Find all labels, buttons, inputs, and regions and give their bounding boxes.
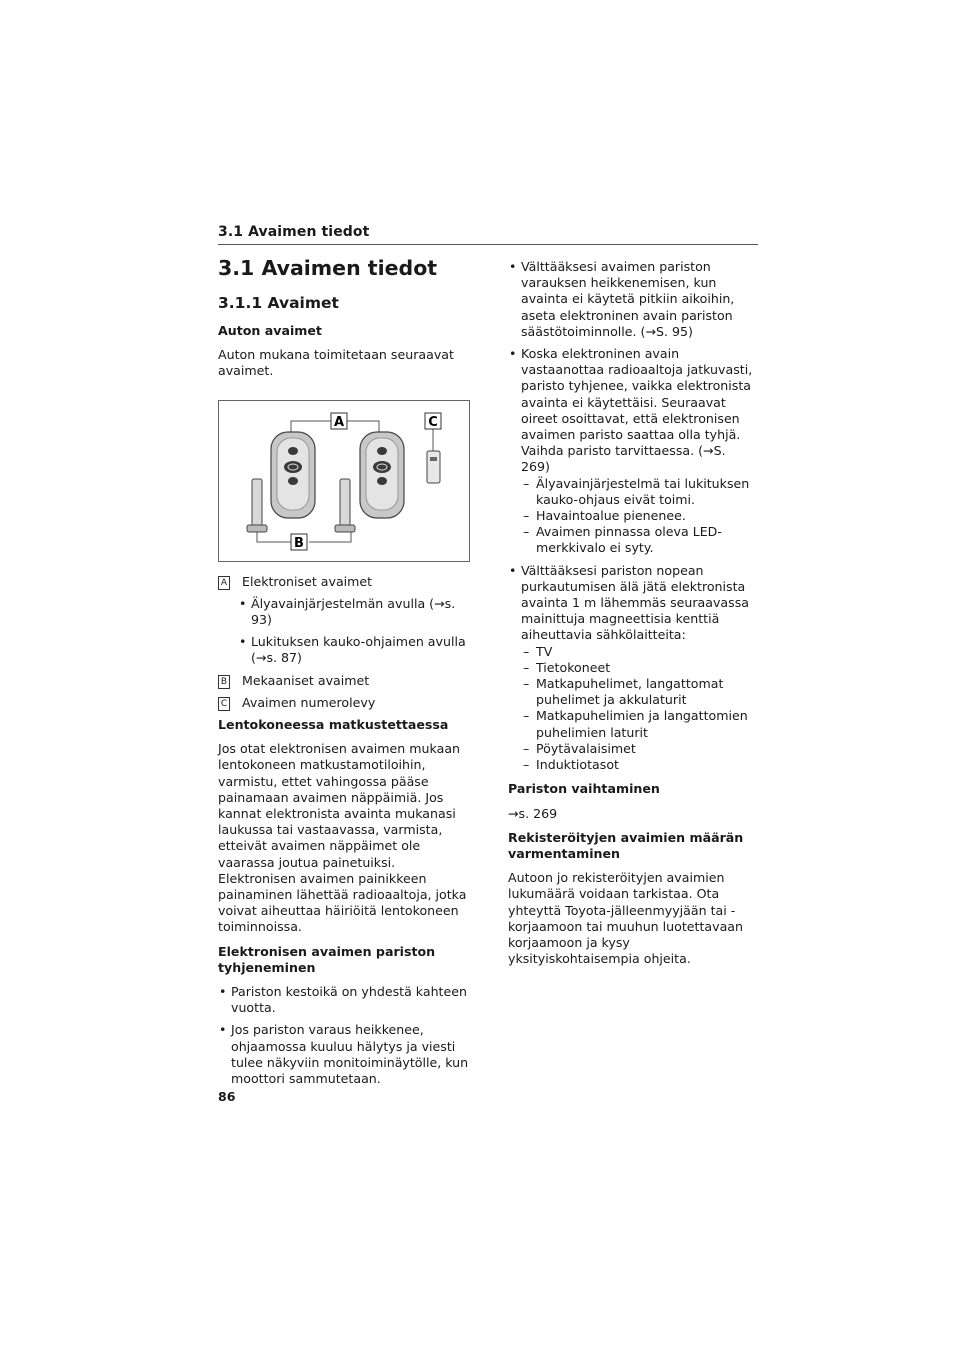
paristo-item-2: • Jos pariston varaus heikkenee, ohjaamossa kuuluu hälytys ja viesti tulee näkyviin monitoiminäytölle, kun moottori sammutetaan. xyxy=(218,1022,472,1087)
rekisteroidyt-heading: Rekisteröityjen avaimien määrän varmentaminen xyxy=(508,829,744,861)
section-title: 3.1 Avaimen tiedot xyxy=(218,256,438,280)
legend-a-item-2: • Lukituksen kauko-ohjaimen avulla (→s. 87) xyxy=(238,634,472,666)
figure-label-c: C xyxy=(428,414,438,430)
auton-avaimet-text: Auton mukana toimitetaan seuraavat avaimet. xyxy=(218,347,454,379)
bullet3-dash-5: – Pöytävalaisimet xyxy=(508,741,758,757)
legend-b xyxy=(218,673,472,689)
legend-a-key: A xyxy=(218,576,230,590)
keys-illustration xyxy=(219,401,469,561)
auton-avaimet-heading: Auton avaimet xyxy=(218,323,322,338)
header-rule xyxy=(218,244,758,245)
pariston-vaihtaminen-heading: Pariston vaihtaminen xyxy=(508,781,660,797)
legend-c-text: Avaimen numerolevy xyxy=(242,694,376,710)
figure-label-b: B xyxy=(294,535,304,551)
paristo-item-1: • Pariston kestoikä on yhdestä kahteen vuotta. xyxy=(218,984,472,1016)
bullet3-dash-1: – TV xyxy=(508,644,758,660)
keys-figure xyxy=(218,400,470,562)
bullet2-dash-2: – Havaintoalue pienenee. xyxy=(508,508,758,524)
bullet3-dash-3: – Matkapuhelimet, langattomat puhelimet ja akkulaturit xyxy=(508,676,758,708)
legend-b-text: Mekaaniset avaimet xyxy=(242,672,370,688)
right-bullet-2: • Koska elektroninen avain vastaanottaa radioaaltoja jatkuvasti, paristo tyhjenee, vaikka elektronista avainta ei käytettäisi. Seuraavat oireet osoittavat, että elektronisen avaimen paristo saattaa olla tyhjä. Vaihda paristo tarvittaessa. (→S. 269) xyxy=(508,346,758,476)
legend-a-item-1: • Älyavainjärjestelmän avulla (→s. 93) xyxy=(238,596,472,628)
bullet3-dash-4: – Matkapuhelimien ja langattomien puhelimien laturit xyxy=(508,708,758,740)
figure-label-a: A xyxy=(333,414,345,430)
legend-b-key: B xyxy=(218,675,230,689)
legend-a-text: Elektroniset avaimet xyxy=(242,573,373,589)
paristo-heading: Elektronisen avaimen pariston tyhjeneminen xyxy=(218,943,436,975)
right-bullet-1: • Välttääksesi avaimen pariston varauksen heikkenemisen, kun avainta ei käytetä pitkiin aikoihin, aseta elektroninen avain pariston säästötoiminnolle. (→S. 95) xyxy=(508,259,758,340)
right-bullet-3: • Välttääksesi pariston nopean purkautumisen älä jätä elektronista avainta 1 m lähemmäs seuraavassa mainittuja magneettisia kenttiä aiheuttavia sähkölaitteita: xyxy=(508,563,758,644)
legend-c-key: C xyxy=(218,697,230,711)
running-header xyxy=(218,224,758,245)
bullet2-dash-3: – Avaimen pinnassa oleva LED-merkkivalo ei syty. xyxy=(508,524,758,556)
left-column xyxy=(218,255,472,1093)
legend-c xyxy=(218,695,472,711)
right-column xyxy=(508,259,758,975)
pariston-vaihtaminen-ref: →s. 269 xyxy=(508,805,558,821)
bullet2-dash-1: – Älyavainjärjestelmä tai lukituksen kauko-ohjaus eivät toimi. xyxy=(508,476,758,508)
rekisteroidyt-text: Autoon jo rekisteröityjen avaimien lukumäärä voidaan tarkistaa. Ota yhteyttä Toyota-jälleenmyyjään tai -korjaamoon tai muuhun luotettavaan korjaamoon ja kysy yksityiskohtaisempia ohjeita. xyxy=(508,870,743,967)
bullet3-dash-6: – Induktiotasot xyxy=(508,757,758,773)
legend-a xyxy=(218,574,472,590)
bullet3-dash-2: – Tietokoneet xyxy=(508,660,758,676)
lentokone-text: Jos otat elektronisen avaimen mukaan lentokoneen matkustamotiloihin, varmistu, ettet vahingossa pääse painamaan avaimen näppäimiä. Jos kannat elektronista avainta mukanasi laukussa tai vastaavassa, varmista, etteivät avaimen näppäimet ole vaarassa joutua painetuiksi. Elektronisen avaimen painikkeen painaminen lähettää radioaaltoja, jotka voivat aiheuttaa häiriöitä lentokoneen toiminnoissa. xyxy=(218,741,467,935)
subsection-title: 3.1.1 Avaimet xyxy=(218,294,339,312)
lentokone-heading: Lentokoneessa matkustettaessa xyxy=(218,717,449,733)
page-number: 86 xyxy=(218,1089,236,1104)
running-header-title: 3.1 Avaimen tiedot xyxy=(218,224,370,240)
